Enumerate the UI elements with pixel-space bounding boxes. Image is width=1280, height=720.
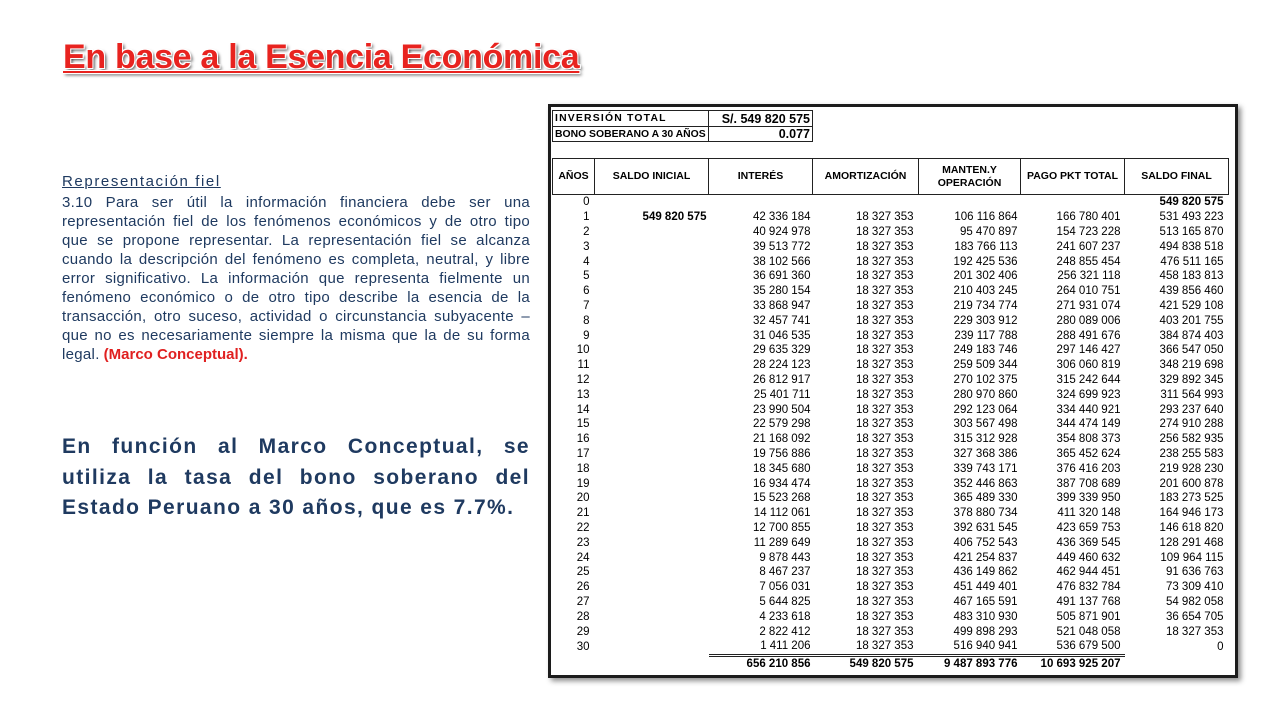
amortization-table-frame [548,104,1238,678]
cell-pago-pkt-total: 306 060 819 [1056,359,1121,372]
conclusion-line: Estado Peruano a 30 años, que es 7.7%. [62,496,515,519]
cell-year: 3 [583,240,590,253]
table-row [553,432,1229,447]
cell-manten-operacion: 421 254 837 [953,551,1018,564]
cell-interes: 1 411 206 [760,640,811,653]
cell-saldo-inicial [595,328,709,343]
cell-pago-pkt-total: 280 089 006 [1056,314,1121,327]
table-row [553,639,1229,655]
cell-amortizacion: 18 327 353 [855,447,914,460]
cell-pago-pkt-total: 324 699 923 [1056,388,1121,401]
cell-saldo-final: 183 273 525 [1159,492,1224,505]
cell-pago-pkt-total: 166 780 401 [1056,211,1121,224]
header-saldo-inicial: SALDO INICIAL [595,159,709,195]
cell-amortizacion: 18 327 353 [855,225,914,238]
cell-amortizacion: 18 327 353 [855,536,914,549]
cell-saldo-inicial: 549 820 575 [642,211,707,224]
cell-pago-pkt-total: 315 242 644 [1056,373,1121,386]
cell-saldo-inicial [595,373,709,388]
cell-saldo-inicial [595,387,709,402]
table-row [553,491,1229,506]
cell-saldo-inicial [595,299,709,314]
cell-saldo-inicial [595,461,709,476]
cell-year: 14 [576,403,590,416]
table-row [553,313,1229,328]
cell-saldo-inicial [595,655,709,671]
cell-manten-operacion: 229 303 912 [953,314,1018,327]
body-text-last-line [62,345,530,364]
cell-pago-pkt-total: 154 723 228 [1056,225,1121,238]
cell-saldo-inicial [595,476,709,491]
cell-pago-pkt-total: 344 474 149 [1056,418,1121,431]
table-row [553,609,1229,624]
table-row [553,210,1229,225]
cell-manten-operacion: 201 302 406 [953,270,1018,283]
cell-manten-operacion: 9 487 893 776 [919,655,1021,671]
cell-manten-operacion: 378 880 734 [953,507,1018,520]
cell-amortizacion: 18 327 353 [855,388,914,401]
cell-pago-pkt-total: 248 855 454 [1056,255,1121,268]
cell-saldo-final [1125,655,1229,671]
cell-saldo-inicial [595,506,709,521]
cell-year: 11 [577,359,590,372]
cell-year: 24 [576,551,590,564]
table-row [553,299,1229,314]
header-amortizacion: AMORTIZACIÓN [813,159,919,195]
header-interes: INTERÉS [709,159,813,195]
totals-row [553,655,1229,671]
cell-pago-pkt-total: 462 944 451 [1056,566,1121,579]
table-row [553,580,1229,595]
table-row [553,624,1229,639]
cell-manten-operacion: 249 183 746 [953,344,1018,357]
cell-saldo-final: 128 291 468 [1159,536,1224,549]
amortization-schedule-table [552,158,1229,672]
header-anos: AÑOS [553,159,595,195]
cell-interes: 35 280 154 [752,285,811,298]
body-text-line: transacción, otro suceso, actividad o circunstancia subyacente – [62,308,530,325]
table-row [553,595,1229,610]
cell-manten-operacion: 95 470 897 [959,225,1018,238]
bond-rate-value: 0.077 [709,127,813,142]
section-heading: Representación fiel [62,173,221,190]
cell-interes: 29 635 329 [752,344,811,357]
cell-year: 13 [576,388,590,401]
cell-saldo-final: 329 892 345 [1159,373,1224,386]
table-row [553,461,1229,476]
cell-amortizacion: 18 327 353 [855,566,914,579]
body-paragraph [62,193,530,364]
cell-interes: 42 336 184 [752,211,811,224]
cell-interes: 18 345 680 [752,462,811,475]
body-text-line: cuando la descripción del fenómeno es completa, neutral, y libre [62,251,530,268]
cell-interes: 5 644 825 [759,595,811,608]
cell-pago-pkt-total: 476 832 784 [1056,581,1121,594]
cell-pago-pkt-total: 288 491 676 [1056,329,1121,342]
cell-year: 23 [576,536,590,549]
table-row [553,521,1229,536]
cell-manten-operacion: 339 743 171 [953,462,1018,475]
cell-year: 6 [583,285,590,298]
cell-saldo-final: 476 511 165 [1160,255,1224,268]
table-row [553,269,1229,284]
cell-saldo-inicial [595,639,709,655]
cell-year: 9 [583,329,590,342]
cell-saldo-inicial [595,535,709,550]
cell-saldo-inicial [595,239,709,254]
cell-saldo-final: 0 [1217,641,1224,654]
cell-year: 5 [583,270,590,283]
cell-saldo-inicial [595,284,709,299]
body-text-line: representación fiel de los fenómenos económicos y de otro tipo [62,213,530,230]
cell-saldo-final: 146 618 820 [1159,521,1224,534]
cell-amortizacion: 549 820 575 [813,655,919,671]
cell-manten-operacion: 280 970 860 [953,388,1018,401]
cell-manten-operacion: 352 446 863 [953,477,1018,490]
header-saldo-final: SALDO FINAL [1125,159,1229,195]
table-row [553,506,1229,521]
cell-saldo-final: 439 856 460 [1159,285,1224,298]
cell-interes: 2 822 412 [759,625,811,638]
body-text-line: legal. [62,346,100,363]
cell-pago-pkt-total: 521 048 058 [1056,625,1121,638]
cell-saldo-inicial [595,491,709,506]
cell-saldo-inicial [595,550,709,565]
conclusion-line: utiliza la tasa del bono soberano del [62,465,530,489]
cell-interes: 22 579 298 [752,418,811,431]
cell-manten-operacion: 270 102 375 [953,373,1018,386]
cell-saldo-final: 513 165 870 [1159,225,1224,238]
cell-saldo-inicial [595,447,709,462]
cell-manten-operacion: 292 123 064 [953,403,1018,416]
cell-saldo-inicial [595,402,709,417]
cell-saldo-final: 366 547 050 [1159,344,1224,357]
cell-amortizacion: 18 327 353 [855,433,914,446]
cell-interes: 7 056 031 [759,581,811,594]
cell-saldo-final: 238 255 583 [1159,447,1224,460]
cell-manten-operacion: 516 940 941 [953,640,1018,653]
cell-year: 15 [576,418,590,431]
cell-interes: 28 224 123 [752,359,811,372]
body-text-line: que se propone representar. La representación fiel se alcanza [62,232,530,249]
cell-pago-pkt-total: 423 659 753 [1056,521,1121,534]
table-row [553,284,1229,299]
cell-interes: 9 878 443 [759,551,811,564]
cell-saldo-final: 458 183 813 [1159,270,1224,283]
table-row [553,417,1229,432]
cell-amortizacion: 18 327 353 [855,581,914,594]
table-row [553,373,1229,388]
conclusion-line: En función al Marco Conceptual, se [62,435,530,458]
investment-total-value: S/. 549 820 575 [709,111,813,127]
cell-year: 20 [576,492,590,505]
cell-interes: 16 934 474 [752,477,811,490]
citation: (Marco Conceptual). [103,346,248,363]
cell-amortizacion: 18 327 353 [855,344,914,357]
cell-saldo-final: 164 946 173 [1159,507,1224,520]
cell-saldo-final: 421 529 108 [1159,299,1224,312]
cell-manten-operacion: 467 165 591 [953,595,1018,608]
header-manten-operacion: MANTEN.Y OPERACIÓN [919,159,1021,195]
table-row [553,328,1229,343]
cell-pago-pkt-total: 264 010 751 [1056,285,1121,298]
cell-saldo-inicial [595,580,709,595]
cell-amortizacion: 18 327 353 [855,507,914,520]
investment-row [553,111,813,127]
cell-manten-operacion: 392 631 545 [953,521,1018,534]
table-row [553,225,1229,240]
cell-saldo-final: 403 201 755 [1159,314,1224,327]
cell-manten-operacion: 239 117 788 [954,329,1018,342]
cell-pago-pkt-total: 536 679 500 [1056,640,1121,653]
cell-pago-pkt-total: 436 369 545 [1056,536,1121,549]
table-row [553,254,1229,269]
cell-interes [709,195,813,210]
cell-saldo-final: 348 219 698 [1159,359,1224,372]
body-text-line: error significativo. La información que representa fielmente un [62,270,530,287]
cell-amortizacion: 18 327 353 [855,551,914,564]
cell-year: 28 [576,610,590,623]
cell-amortizacion: 18 327 353 [855,270,914,283]
cell-pago-pkt-total: 411 320 148 [1057,507,1121,520]
cell-amortizacion [813,195,919,210]
cell-amortizacion: 18 327 353 [855,211,914,224]
header-pago-pkt-total: PAGO PKT TOTAL [1021,159,1125,195]
cell-pago-pkt-total: 376 416 203 [1056,462,1121,475]
cell-saldo-inicial [595,609,709,624]
cell-interes: 36 691 360 [752,270,811,283]
cell-pago-pkt-total: 365 452 624 [1056,447,1121,460]
cell-year: 30 [576,641,590,654]
cell-saldo-final: 219 928 230 [1159,462,1224,475]
body-text-line: que no es necesariamente siempre la misma que la de su forma [62,327,530,344]
cell-pago-pkt-total: 399 339 950 [1056,492,1121,505]
investment-summary-table [552,110,813,142]
cell-manten-operacion [919,195,1021,210]
cell-manten-operacion: 259 509 344 [953,359,1018,372]
table-row [553,358,1229,373]
cell-manten-operacion: 315 312 928 [953,433,1018,446]
cell-interes: 11 289 649 [753,536,811,549]
table-row [553,535,1229,550]
cell-pago-pkt-total [1021,195,1125,210]
cell-year: 19 [576,477,590,490]
cell-manten-operacion: 451 449 401 [953,581,1018,594]
cell-manten-operacion: 365 489 330 [953,492,1018,505]
cell-year: 8 [583,314,590,327]
cell-year: 26 [576,581,590,594]
cell-year: 12 [576,373,590,386]
cell-interes: 21 168 092 [752,433,811,446]
cell-interes: 40 924 978 [752,225,811,238]
cell-amortizacion: 18 327 353 [855,477,914,490]
cell-pago-pkt-total: 241 607 237 [1056,240,1121,253]
table-row [553,550,1229,565]
cell-year: 0 [583,196,590,209]
cell-amortizacion: 18 327 353 [855,640,914,653]
cell-manten-operacion: 210 403 245 [953,285,1018,298]
table-row [553,239,1229,254]
cell-amortizacion: 18 327 353 [855,329,914,342]
cell-saldo-final: 311 564 993 [1160,388,1224,401]
cell-amortizacion: 18 327 353 [855,462,914,475]
cell-pago-pkt-total: 256 321 118 [1057,270,1121,283]
cell-year: 25 [576,566,590,579]
cell-amortizacion: 18 327 353 [855,255,914,268]
cell-interes: 15 523 268 [752,492,811,505]
cell-saldo-inicial [595,358,709,373]
cell-interes: 26 812 917 [752,373,811,386]
table-row [553,343,1229,358]
table-row [553,565,1229,580]
cell-year: 18 [576,462,590,475]
cell-pago-pkt-total: 354 808 373 [1056,433,1121,446]
body-text-line: 3.10 Para ser útil la información financiera debe ser una [62,194,530,211]
cell-interes: 14 112 061 [753,507,811,520]
cell-amortizacion: 18 327 353 [855,299,914,312]
cell-pago-pkt-total: 297 146 427 [1056,344,1121,357]
cell-interes: 31 046 535 [752,329,811,342]
cell-manten-operacion: 106 116 864 [954,211,1018,224]
cell-amortizacion: 18 327 353 [855,521,914,534]
cell-pago-pkt-total: 10 693 925 207 [1021,655,1125,671]
cell-year: 22 [576,521,590,534]
cell-pago-pkt-total: 334 440 921 [1056,403,1121,416]
bond-rate-row [553,127,813,142]
cell-pago-pkt-total: 387 708 689 [1056,477,1121,490]
cell-year: 7 [583,299,590,312]
cell-interes: 8 467 237 [759,566,811,579]
table-row [553,387,1229,402]
cell-saldo-inicial [595,595,709,610]
cell-amortizacion: 18 327 353 [855,595,914,608]
cell-saldo-final: 384 874 403 [1159,329,1224,342]
cell-interes: 25 401 711 [753,388,811,401]
cell-pago-pkt-total: 271 931 074 [1056,299,1121,312]
cell-saldo-inicial [595,225,709,240]
investment-total-label: INVERSIÓN TOTAL [553,111,709,127]
cell-manten-operacion: 183 766 113 [954,240,1018,253]
cell-year: 29 [576,625,590,638]
table-row [553,447,1229,462]
cell-amortizacion: 18 327 353 [855,492,914,505]
schedule-header [553,159,1229,195]
cell-saldo-final: 549 820 575 [1159,196,1224,209]
cell-saldo-final: 73 309 410 [1165,581,1224,594]
cell-saldo-final: 274 910 288 [1159,418,1224,431]
cell-saldo-inicial [595,432,709,447]
cell-interes: 656 210 856 [709,655,813,671]
cell-pago-pkt-total: 505 871 901 [1056,610,1121,623]
body-text-line: fenómeno económico o de otro tipo describe la esencia de la [62,289,530,306]
cell-year: 1 [583,211,590,224]
cell-saldo-inicial [595,624,709,639]
cell-year: 10 [576,344,590,357]
cell-interes: 33 868 947 [752,299,811,312]
cell-amortizacion: 18 327 353 [855,418,914,431]
cell-year [553,655,595,671]
cell-year: 2 [583,225,590,238]
cell-interes: 4 233 618 [759,610,811,623]
table-row [553,476,1229,491]
table-row [553,402,1229,417]
cell-amortizacion: 18 327 353 [855,240,914,253]
cell-manten-operacion: 219 734 774 [953,299,1018,312]
cell-saldo-inicial [595,195,709,210]
cell-manten-operacion: 303 567 498 [953,418,1018,431]
slide-title: En base a la Esencia Económica [63,38,580,76]
cell-saldo-inicial [595,343,709,358]
cell-year: 16 [576,433,590,446]
cell-manten-operacion: 192 425 536 [953,255,1018,268]
cell-amortizacion: 18 327 353 [855,403,914,416]
cell-saldo-final: 91 636 763 [1165,566,1224,579]
cell-pago-pkt-total: 449 460 632 [1056,551,1121,564]
header-row [553,159,1229,195]
cell-year: 27 [576,595,590,608]
cell-amortizacion: 18 327 353 [855,610,914,623]
cell-interes: 23 990 504 [752,403,811,416]
schedule-body [553,195,1229,672]
cell-saldo-final: 54 982 058 [1165,595,1224,608]
cell-saldo-final: 36 654 705 [1165,610,1224,623]
cell-year: 17 [576,447,590,460]
cell-interes: 32 457 741 [752,314,811,327]
cell-amortizacion: 18 327 353 [855,314,914,327]
cell-saldo-final: 256 582 935 [1159,433,1224,446]
cell-manten-operacion: 406 752 543 [953,536,1018,549]
cell-amortizacion: 18 327 353 [855,285,914,298]
cell-saldo-final: 531 493 223 [1159,211,1224,224]
cell-amortizacion: 18 327 353 [855,373,914,386]
cell-saldo-final: 201 600 878 [1159,477,1224,490]
cell-saldo-final: 494 838 518 [1159,240,1224,253]
conclusion-paragraph [62,432,530,524]
cell-interes: 19 756 886 [752,447,811,460]
cell-manten-operacion: 436 149 862 [953,566,1018,579]
cell-amortizacion: 18 327 353 [855,359,914,372]
cell-saldo-inicial [595,313,709,328]
table-row [553,195,1229,210]
cell-saldo-inicial [595,417,709,432]
cell-year: 21 [576,507,590,520]
cell-saldo-inicial [595,565,709,580]
cell-saldo-final: 18 327 353 [1165,625,1224,638]
cell-interes: 12 700 855 [752,521,811,534]
cell-pago-pkt-total: 491 137 768 [1056,595,1121,608]
cell-interes: 38 102 566 [752,255,811,268]
cell-interes: 39 513 772 [752,240,811,253]
cell-amortizacion: 18 327 353 [855,625,914,638]
cell-saldo-final: 293 237 640 [1159,403,1224,416]
cell-manten-operacion: 483 310 930 [953,610,1018,623]
cell-year: 4 [583,255,590,268]
cell-saldo-final: 109 964 115 [1160,551,1224,564]
cell-saldo-inicial [595,254,709,269]
cell-manten-operacion: 327 368 386 [953,447,1018,460]
bond-rate-label: BONO SOBERANO A 30 AÑOS [553,127,709,142]
cell-manten-operacion: 499 898 293 [953,625,1018,638]
cell-saldo-inicial [595,269,709,284]
cell-saldo-inicial [595,521,709,536]
